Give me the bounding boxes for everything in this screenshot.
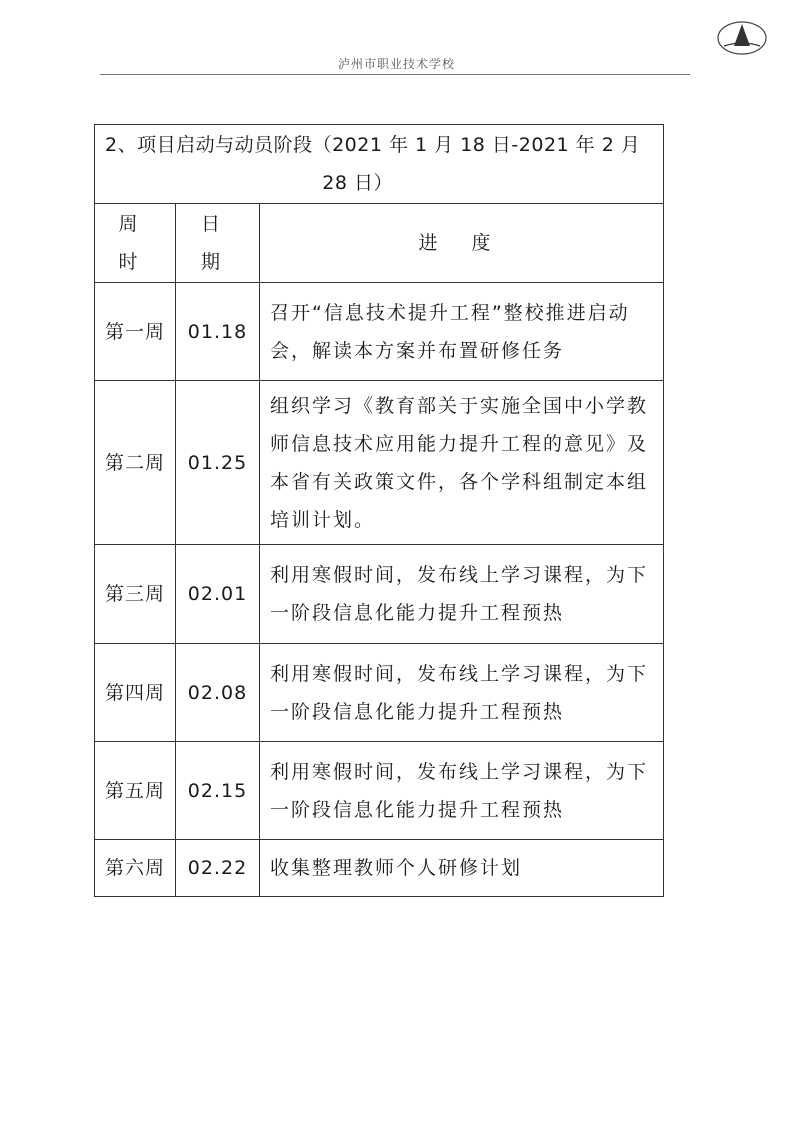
progress-cell: 召开“信息技术提升工程”整校推进启动会，解读本方案并布置研修任务 xyxy=(260,283,664,381)
date-cell: 02.15 xyxy=(176,742,260,840)
table-row xyxy=(95,545,664,644)
schedule-table xyxy=(94,124,664,897)
table-header-row xyxy=(95,204,664,283)
table-row xyxy=(95,381,664,545)
table-row xyxy=(95,742,664,840)
school-logo-icon xyxy=(716,16,768,56)
week-cell: 第一周 xyxy=(95,283,176,381)
header-progress: 进 度 xyxy=(260,204,664,283)
header-week: 周 时 xyxy=(95,204,176,283)
date-cell: 01.18 xyxy=(176,283,260,381)
table-row xyxy=(95,644,664,742)
week-cell: 第三周 xyxy=(95,545,176,644)
section-title-line2: 28 日） xyxy=(322,172,393,194)
week-cell: 第二周 xyxy=(95,381,176,545)
date-cell: 01.25 xyxy=(176,381,260,545)
section-title xyxy=(95,125,664,204)
table-title-row xyxy=(95,125,664,204)
date-cell: 02.01 xyxy=(176,545,260,644)
date-cell: 02.08 xyxy=(176,644,260,742)
header-school-name: 泸州市职业技术学校 xyxy=(337,57,455,71)
week-cell: 第四周 xyxy=(95,644,176,742)
date-cell: 02.22 xyxy=(176,840,260,897)
progress-cell: 利用寒假时间，发布线上学习课程，为下一阶段信息化能力提升工程预热 xyxy=(260,545,664,644)
progress-cell: 利用寒假时间，发布线上学习课程，为下一阶段信息化能力提升工程预热 xyxy=(260,644,664,742)
progress-cell: 组织学习《教育部关于实施全国中小学教师信息技术应用能力提升工程的意见》及本省有关政策文件，各个学科组制定本组培训计划。 xyxy=(260,381,664,545)
table-row xyxy=(95,283,664,381)
section-title-line1: 2、项目启动与动员阶段（2021 年 1 月 18 日-2021 年 2 月 xyxy=(105,134,641,156)
week-cell: 第六周 xyxy=(95,840,176,897)
progress-cell: 利用寒假时间，发布线上学习课程，为下一阶段信息化能力提升工程预热 xyxy=(260,742,664,840)
header-divider xyxy=(100,74,690,75)
table-row xyxy=(95,840,664,897)
header-date: 日 期 xyxy=(176,204,260,283)
week-cell: 第五周 xyxy=(95,742,176,840)
progress-cell: 收集整理教师个人研修计划 xyxy=(260,840,664,897)
